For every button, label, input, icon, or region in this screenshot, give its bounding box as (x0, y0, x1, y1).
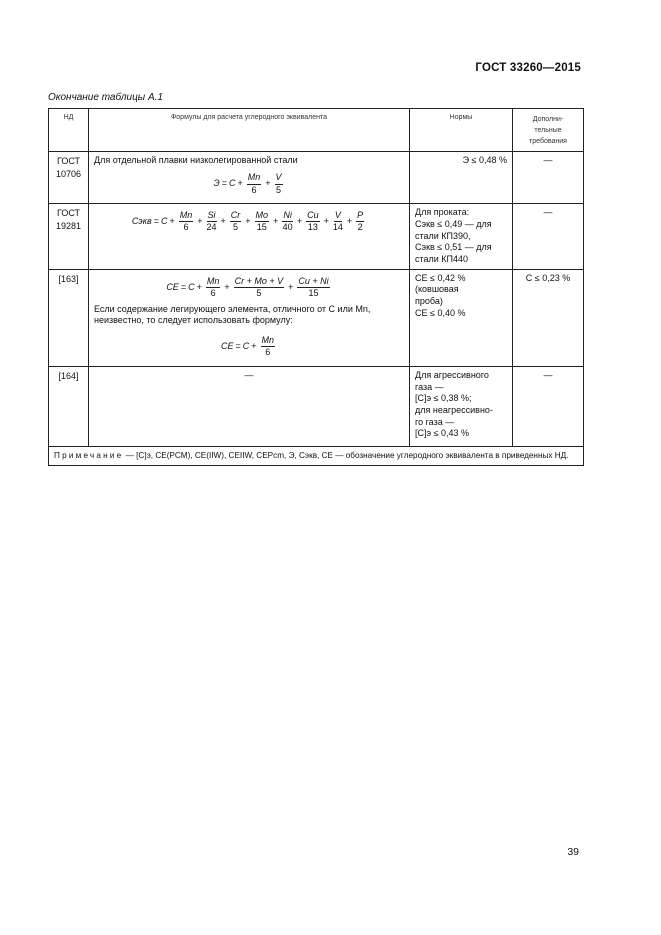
frac-den: 13 (307, 222, 318, 233)
col-header-extra: Дополни- тельные требования (513, 109, 584, 152)
page-number: 39 (567, 846, 579, 858)
col-header-formulas: Формулы для расчета углеродного эквивалента (89, 109, 410, 152)
frac-den: 2 (357, 222, 363, 233)
frac-num: Mn (247, 172, 262, 184)
frac-den: 6 (251, 184, 257, 195)
note-row (49, 447, 584, 466)
norm-line: CE ≤ 0,40 % (415, 307, 466, 318)
row-nd: [164] (49, 366, 89, 446)
frac-num: V (334, 210, 342, 222)
row-extra: — (513, 151, 584, 204)
table-row (49, 204, 584, 269)
formula-lhs: Cэкв (131, 216, 152, 227)
table-row (49, 269, 584, 366)
frac-num: Ni (282, 210, 293, 222)
norm-line: (ковшовая (415, 284, 459, 295)
norm-line: стали КП440 (415, 253, 469, 264)
formula-c: C (160, 216, 168, 227)
table-row (49, 151, 584, 204)
frac-num: Mn (206, 276, 221, 288)
table-note (49, 447, 584, 466)
frac-den: 40 (282, 222, 293, 233)
row-formula-cell (89, 151, 410, 204)
note-text: — [C]э, CE(PCM), CE(IIW), CEIIW, CEPcm, Э, Cэкв, CE — обозначение углеродного эквивалента в приведенных НД. (123, 451, 569, 460)
row-nd: [163] (49, 269, 89, 366)
frac-den: 5 (233, 222, 239, 233)
norm-line: го газа — (415, 416, 455, 427)
frac-den: 6 (265, 347, 271, 358)
frac-den: 15 (256, 222, 267, 233)
norm-line: стали КП390, (415, 230, 471, 241)
frac-num: Cr (230, 210, 242, 222)
row-nd: ГОСТ 19281 (49, 204, 89, 269)
frac-num: Cr + Mo + V (234, 276, 285, 288)
row-nd: ГОСТ 10706 (49, 151, 89, 204)
formula-c: C (188, 281, 195, 292)
formula: Cэкв = C + $\frac{Mn}{6}$ + $\frac{Si}{24}$ + $\frac{Cr}{5}$ + $\frac{Mo}{15}$ + $\frac{Ni}{40}$ + $\frac{Cu}{13}$ + $\frac{V}{14}$ + $\frac{P}{2}$ (131, 210, 364, 233)
row-norm (410, 366, 513, 446)
norm-line: проба) (415, 296, 443, 306)
formula-c: C (242, 341, 250, 352)
frac-den: 5 (256, 287, 262, 298)
formula-lhs: CE (166, 281, 179, 292)
col-header-nd: НД (49, 109, 89, 152)
col-header-norms: Нормы (410, 109, 513, 152)
norm-line: Cэкв ≤ 0,51 — для (415, 242, 492, 253)
table-header-row (49, 109, 584, 152)
frac-den: 24 (206, 222, 217, 233)
formula-simplified: CE = C + $\frac{Mn}{6}$ (220, 334, 275, 358)
frac-num: P (356, 210, 364, 222)
frac-num: Cu (306, 210, 320, 222)
frac-num: Mn (261, 335, 276, 347)
norm-line: Для проката: (415, 207, 470, 218)
formula-lhs: CE (220, 341, 234, 352)
formula-c: C (228, 178, 236, 189)
row-formula-cell (89, 204, 410, 269)
frac-den: 14 (332, 222, 343, 233)
note-label: Примечание (54, 451, 124, 460)
row-norm: Э ≤ 0,48 % (410, 151, 513, 204)
norm-line: [C]э ≤ 0,38 %; (415, 393, 472, 404)
frac-den: 5 (276, 184, 282, 195)
row-text: Если содержание легирующего элемента, отличного от С или Mn, неизвестно, то следует использовать формулу: (94, 303, 371, 326)
norm-line: Cэкв ≤ 0,49 — для (415, 218, 492, 229)
frac-den: 6 (183, 222, 189, 233)
table-row (49, 366, 584, 446)
norm-line: Для агрессивного (415, 369, 489, 380)
row-formula-cell (89, 269, 410, 366)
frac-num: V (275, 172, 283, 184)
row-extra: C ≤ 0,23 % (513, 269, 584, 366)
standard-number: ГОСТ 33260—2015 (475, 62, 581, 74)
frac-den: 6 (210, 287, 216, 298)
row-text: Для отдельной плавки низколегированной стали (94, 154, 298, 165)
formula: CE = C + $\frac{Mn}{6}$ + $\frac{Cr + Mo + V}{5}$ + $\frac{Cu + Ni}{15}$ (166, 275, 329, 298)
row-extra: — (513, 204, 584, 269)
frac-num: Cu + Ni (297, 276, 329, 288)
carbon-equivalent-table (48, 108, 584, 466)
norm-line: для неагрессивно- (415, 404, 493, 415)
norm-line: газа — (415, 381, 444, 392)
formula: Э = C + $\frac{Mn}{6}$ + $\frac{V}{5}$ (213, 172, 282, 195)
frac-den: 15 (308, 287, 319, 298)
table-caption: Окончание таблицы А.1 (48, 92, 163, 103)
frac-num: Mn (179, 210, 194, 222)
formula-lhs: Э (213, 178, 220, 189)
norm-line: [C]э ≤ 0,43 % (415, 428, 470, 439)
row-norm (410, 269, 513, 366)
frac-num: Mo (255, 210, 270, 222)
row-extra: — (513, 366, 584, 446)
row-norm (410, 204, 513, 269)
frac-num: Si (207, 210, 217, 222)
row-formula-cell: — (89, 366, 410, 446)
norm-line: CE ≤ 0,42 % (415, 272, 466, 283)
